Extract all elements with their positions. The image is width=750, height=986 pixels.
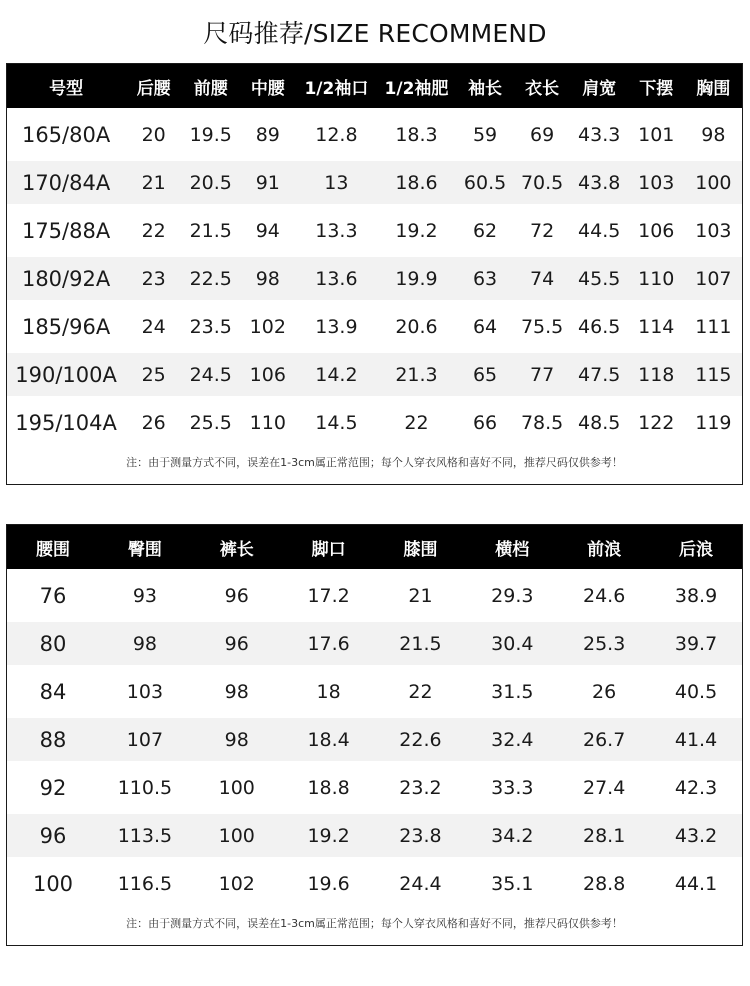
table-row — [7, 761, 742, 809]
table-cell: 26 — [125, 396, 182, 444]
table-cell: 66 — [457, 396, 514, 444]
row-label-cell: 92 — [7, 761, 99, 809]
table-cell: 32.4 — [466, 713, 558, 761]
table-cell: 28.8 — [558, 857, 650, 905]
table-cell: 110 — [628, 252, 685, 300]
table-cell: 30.4 — [466, 617, 558, 665]
row-label-cell: 180/92A — [7, 252, 125, 300]
table-cell: 19.9 — [376, 252, 456, 300]
table-cell: 98 — [99, 617, 191, 665]
table-cell: 74 — [514, 252, 571, 300]
row-label-cell: 195/104A — [7, 396, 125, 444]
table-cell: 42.3 — [650, 761, 742, 809]
table-row — [7, 809, 742, 857]
header-cell: 前浪 — [558, 525, 650, 569]
table-cell: 39.7 — [650, 617, 742, 665]
table-cell: 20.5 — [182, 156, 239, 204]
header-cell: 裤长 — [191, 525, 283, 569]
table-row — [7, 569, 742, 617]
table-cell: 106 — [628, 204, 685, 252]
table-cell: 98 — [685, 108, 742, 156]
table-cell: 21.5 — [375, 617, 467, 665]
table-cell: 78.5 — [514, 396, 571, 444]
row-label-cell: 96 — [7, 809, 99, 857]
table-cell: 100 — [191, 761, 283, 809]
table-cell: 21.3 — [376, 348, 456, 396]
table-cell: 98 — [191, 665, 283, 713]
table-cell: 43.3 — [571, 108, 628, 156]
table-cell: 102 — [191, 857, 283, 905]
table-cell: 107 — [685, 252, 742, 300]
table-row — [7, 108, 742, 156]
bottom-size-chart — [6, 524, 743, 946]
table-row — [7, 857, 742, 905]
table-cell: 17.2 — [283, 569, 375, 617]
table-cell: 45.5 — [571, 252, 628, 300]
table-cell: 22 — [125, 204, 182, 252]
table-cell: 70.5 — [514, 156, 571, 204]
table-cell: 24 — [125, 300, 182, 348]
header-cell: 后浪 — [650, 525, 742, 569]
table-cell: 43.8 — [571, 156, 628, 204]
row-label-cell: 175/88A — [7, 204, 125, 252]
table-cell: 13.6 — [296, 252, 376, 300]
table-cell: 43.2 — [650, 809, 742, 857]
table-cell: 60.5 — [457, 156, 514, 204]
table-cell: 22.6 — [375, 713, 467, 761]
table-cell: 29.3 — [466, 569, 558, 617]
table-cell: 25.5 — [182, 396, 239, 444]
table-cell: 63 — [457, 252, 514, 300]
bottom-size-table — [7, 525, 742, 905]
table-cell: 89 — [239, 108, 296, 156]
table-cell: 18.6 — [376, 156, 456, 204]
top-size-table — [7, 64, 742, 444]
table-cell: 65 — [457, 348, 514, 396]
table-cell: 19.2 — [376, 204, 456, 252]
header-cell: 1/2袖口 — [296, 64, 376, 108]
table-cell: 22.5 — [182, 252, 239, 300]
table-cell: 23 — [125, 252, 182, 300]
table-cell: 103 — [628, 156, 685, 204]
table-cell: 22 — [376, 396, 456, 444]
table-cell: 26 — [558, 665, 650, 713]
table-cell: 19.6 — [283, 857, 375, 905]
table-cell: 21 — [125, 156, 182, 204]
table-cell: 59 — [457, 108, 514, 156]
row-label-cell: 100 — [7, 857, 99, 905]
table-cell: 14.2 — [296, 348, 376, 396]
table-cell: 14.5 — [296, 396, 376, 444]
row-label-cell: 88 — [7, 713, 99, 761]
table-cell: 107 — [99, 713, 191, 761]
table-cell: 25.3 — [558, 617, 650, 665]
table-cell: 19.2 — [283, 809, 375, 857]
table-cell: 12.8 — [296, 108, 376, 156]
table-cell: 23.2 — [375, 761, 467, 809]
header-cell: 臀围 — [99, 525, 191, 569]
header-cell: 袖长 — [457, 64, 514, 108]
table-cell: 102 — [239, 300, 296, 348]
table-cell: 38.9 — [650, 569, 742, 617]
table-cell: 48.5 — [571, 396, 628, 444]
header-cell: 后腰 — [125, 64, 182, 108]
table-row — [7, 617, 742, 665]
table-cell: 24.6 — [558, 569, 650, 617]
table-cell: 115 — [685, 348, 742, 396]
row-label-cell: 84 — [7, 665, 99, 713]
table-cell: 103 — [99, 665, 191, 713]
table-cell: 13 — [296, 156, 376, 204]
table-cell: 91 — [239, 156, 296, 204]
row-label-cell: 170/84A — [7, 156, 125, 204]
row-label-cell: 80 — [7, 617, 99, 665]
table-cell: 26.7 — [558, 713, 650, 761]
header-cell: 肩宽 — [571, 64, 628, 108]
header-cell: 胸围 — [685, 64, 742, 108]
table-cell: 116.5 — [99, 857, 191, 905]
table-cell: 98 — [191, 713, 283, 761]
table-cell: 20 — [125, 108, 182, 156]
header-cell: 膝围 — [375, 525, 467, 569]
table-cell: 35.1 — [466, 857, 558, 905]
measurement-note: 注：由于测量方式不同，误差在1-3cm属正常范围；每个人穿衣风格和喜好不同，推荐尺码仅供参考！ — [126, 456, 623, 469]
header-cell: 脚口 — [283, 525, 375, 569]
header-cell: 腰围 — [7, 525, 99, 569]
table-cell: 20.6 — [376, 300, 456, 348]
table-cell: 119 — [685, 396, 742, 444]
table-cell: 64 — [457, 300, 514, 348]
table-cell: 24.4 — [375, 857, 467, 905]
table-row — [7, 204, 742, 252]
header-cell: 横档 — [466, 525, 558, 569]
header-cell: 号型 — [7, 64, 125, 108]
table-cell: 62 — [457, 204, 514, 252]
table-cell: 75.5 — [514, 300, 571, 348]
table-cell: 113.5 — [99, 809, 191, 857]
table-cell: 101 — [628, 108, 685, 156]
table-cell: 114 — [628, 300, 685, 348]
table-cell: 18 — [283, 665, 375, 713]
table-cell: 94 — [239, 204, 296, 252]
table-cell: 21 — [375, 569, 467, 617]
table-cell: 18.4 — [283, 713, 375, 761]
row-label-cell: 76 — [7, 569, 99, 617]
table-cell: 106 — [239, 348, 296, 396]
table-cell: 44.1 — [650, 857, 742, 905]
table-cell: 100 — [191, 809, 283, 857]
table-cell: 100 — [685, 156, 742, 204]
table-cell: 17.6 — [283, 617, 375, 665]
table-cell: 22 — [375, 665, 467, 713]
measurement-note: 注：由于测量方式不同，误差在1-3cm属正常范围；每个人穿衣风格和喜好不同，推荐尺码仅供参考！ — [126, 917, 623, 930]
table-cell: 18.3 — [376, 108, 456, 156]
table-cell: 25 — [125, 348, 182, 396]
table-cell: 98 — [239, 252, 296, 300]
header-cell: 衣长 — [514, 64, 571, 108]
table-cell: 46.5 — [571, 300, 628, 348]
table-cell: 47.5 — [571, 348, 628, 396]
table-cell: 110.5 — [99, 761, 191, 809]
row-label-cell: 185/96A — [7, 300, 125, 348]
table-row — [7, 156, 742, 204]
table-cell: 110 — [239, 396, 296, 444]
table-cell: 72 — [514, 204, 571, 252]
table-row — [7, 252, 742, 300]
table-row — [7, 713, 742, 761]
table-cell: 13.3 — [296, 204, 376, 252]
table-cell: 96 — [191, 617, 283, 665]
table-cell: 23.5 — [182, 300, 239, 348]
header-cell: 下摆 — [628, 64, 685, 108]
table-row — [7, 396, 742, 444]
table-cell: 21.5 — [182, 204, 239, 252]
table-cell: 24.5 — [182, 348, 239, 396]
header-cell: 1/2袖肥 — [376, 64, 456, 108]
table-cell: 40.5 — [650, 665, 742, 713]
table-cell: 31.5 — [466, 665, 558, 713]
row-label-cell: 165/80A — [7, 108, 125, 156]
table-row — [7, 665, 742, 713]
table-cell: 23.8 — [375, 809, 467, 857]
table-cell: 18.8 — [283, 761, 375, 809]
table-cell: 28.1 — [558, 809, 650, 857]
table-cell: 27.4 — [558, 761, 650, 809]
table-cell: 13.9 — [296, 300, 376, 348]
page-title: 尺码推荐/SIZE RECOMMEND — [203, 19, 547, 48]
table-cell: 19.5 — [182, 108, 239, 156]
table-cell: 34.2 — [466, 809, 558, 857]
top-size-chart — [6, 63, 743, 485]
table-cell: 111 — [685, 300, 742, 348]
table-cell: 44.5 — [571, 204, 628, 252]
table-cell: 41.4 — [650, 713, 742, 761]
table-row — [7, 348, 742, 396]
table-cell: 103 — [685, 204, 742, 252]
table-cell: 96 — [191, 569, 283, 617]
table-header-row — [7, 64, 742, 108]
table-header-row — [7, 525, 742, 569]
table-cell: 122 — [628, 396, 685, 444]
header-cell: 中腰 — [239, 64, 296, 108]
table-row — [7, 300, 742, 348]
table-cell: 77 — [514, 348, 571, 396]
table-cell: 69 — [514, 108, 571, 156]
table-cell: 33.3 — [466, 761, 558, 809]
table-cell: 93 — [99, 569, 191, 617]
row-label-cell: 190/100A — [7, 348, 125, 396]
header-cell: 前腰 — [182, 64, 239, 108]
table-cell: 118 — [628, 348, 685, 396]
